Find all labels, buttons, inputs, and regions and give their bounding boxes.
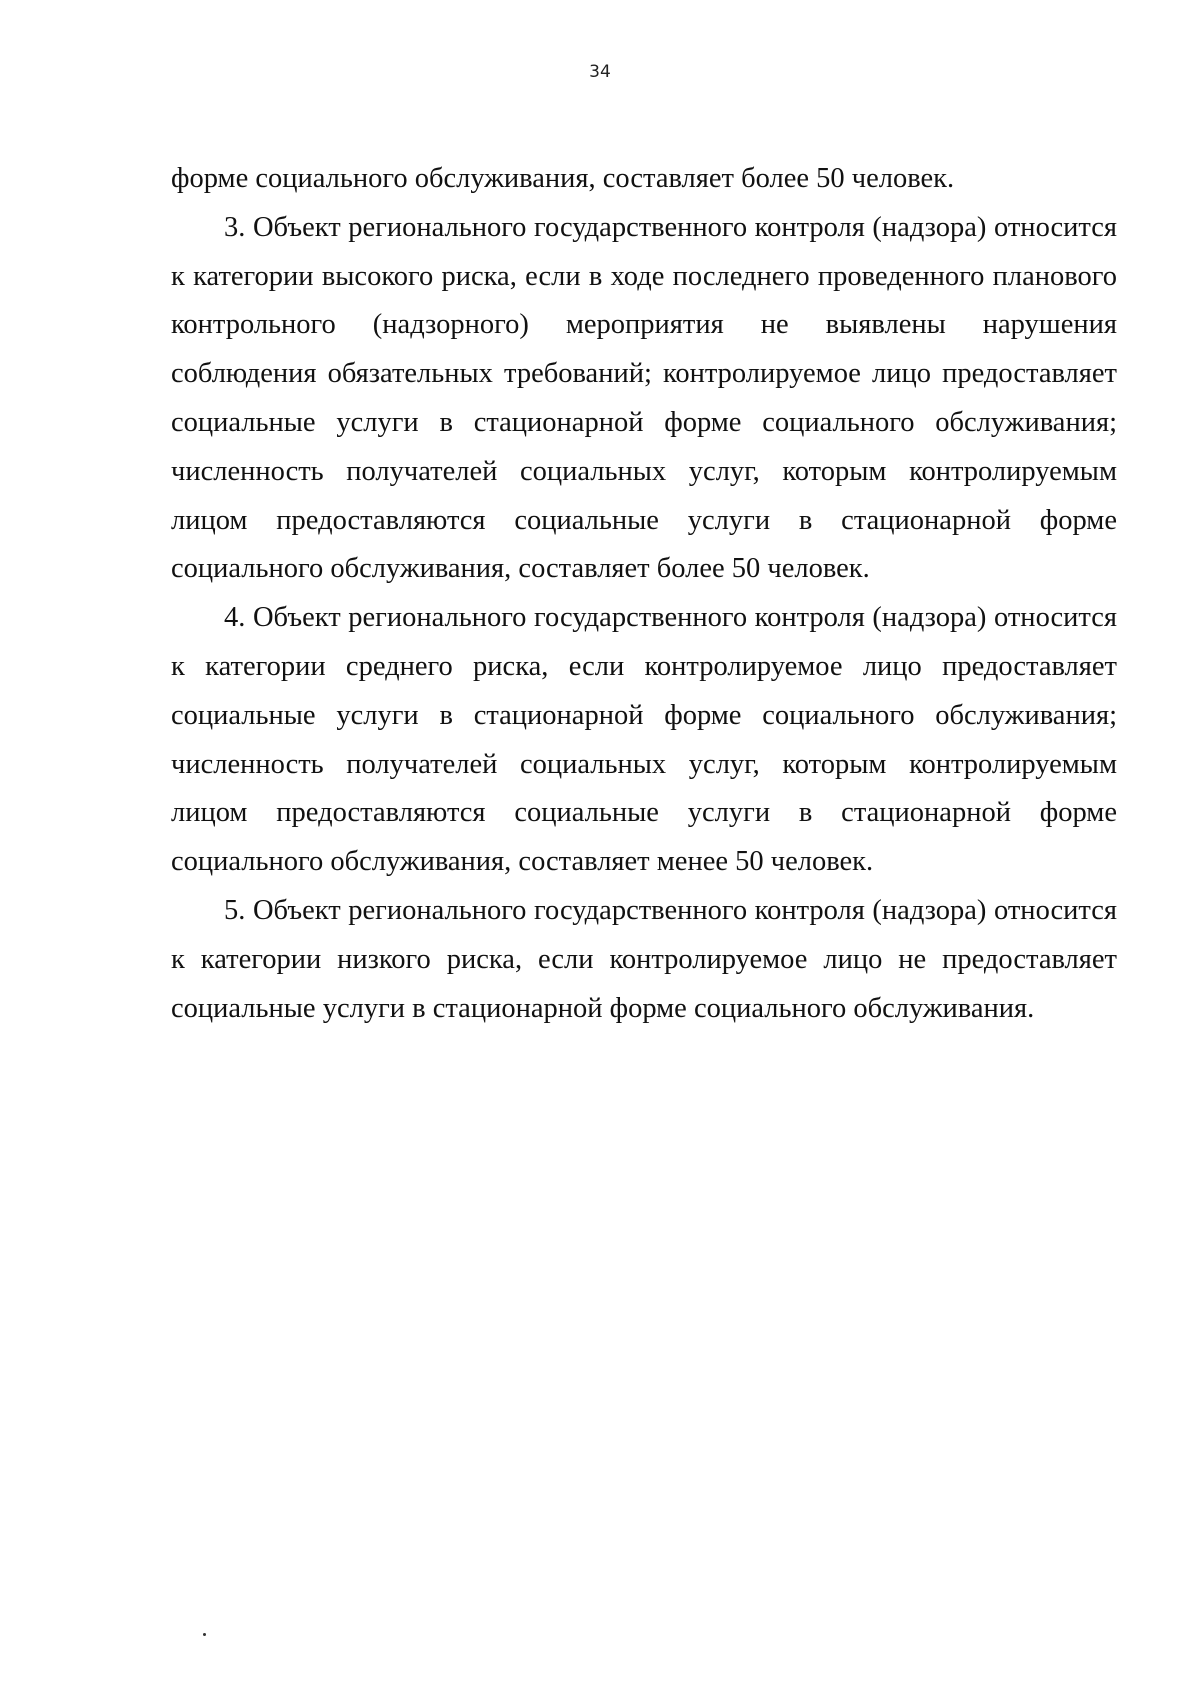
paragraph-continuation: форме социального обслуживания, составляет более 50 человек. [171, 163, 955, 194]
paragraph-item-5: 5. Объект регионального государственного контроля (надзора) относится к категории низкого риска, если контролируемое лицо не предоставляет социальные услуги в стационарной форме социального обслуживания. [171, 894, 1117, 1024]
paragraph-item-4: 4. Объект регионального государственного контроля (надзора) относится к категории среднего риска, если контролируемое лицо предоставляет социальные услуги в стационарной форме социального обслуживания; численность получателей социальных услуг, которым контролируемым лицом предоставляются социальные услуги в стационарной форме социального обслуживания, составляет менее 50 человек. [171, 602, 1117, 878]
page-number: 34 [589, 62, 611, 82]
document-body [171, 155, 1117, 1033]
paragraph-item-3: 3. Объект регионального государственного контроля (надзора) относится к категории высокого риска, если в ходе последнего проведенного планового контрольного (надзорного) мероприятия не выявлены нарушения соблюдения обязательных требований; контролируемое лицо предоставляет социальные услуги в стационарной форме социального обслуживания; численность получателей социальных услуг, которым контролируемым лицом предоставляются социальные услуги в стационарной форме социального обслуживания, составляет более 50 человек. [171, 211, 1117, 585]
scan-speck [203, 1633, 206, 1636]
